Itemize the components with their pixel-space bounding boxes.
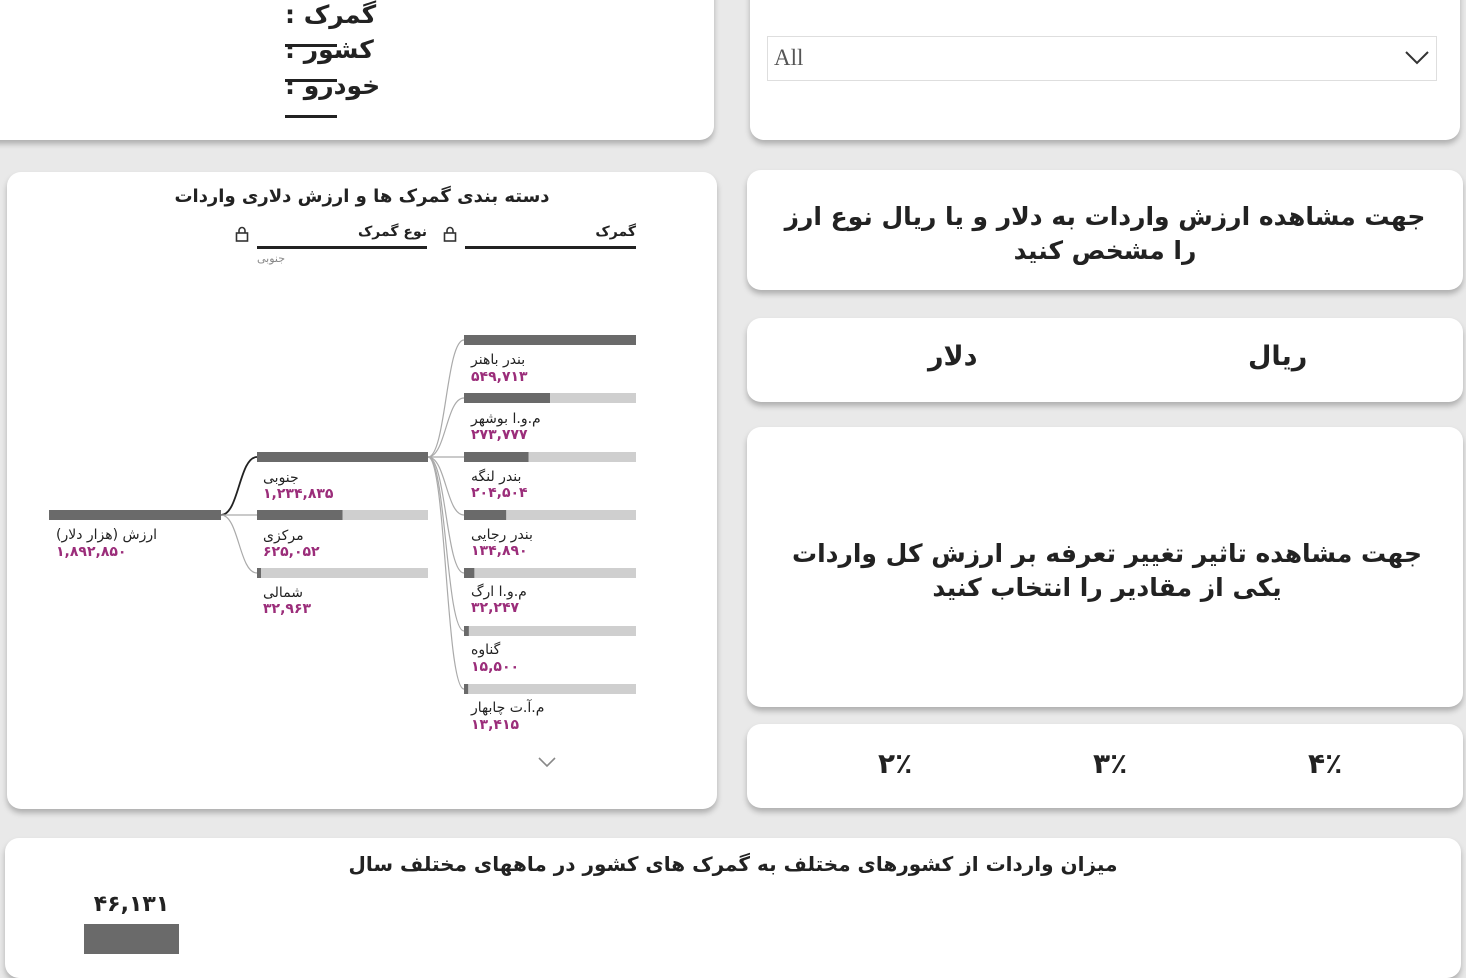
tree-connector (221, 515, 257, 573)
currency-prompt-text: جهت مشاهده ارزش واردات به دلار و یا ریال نوع ارز را مشخص کنید (784, 202, 1426, 265)
tree-node-l2-value: ۱۳,۴۱۵ (471, 717, 520, 733)
tree-node-l1-value: ۱,۲۳۴,۸۳۵ (263, 486, 334, 502)
dollar-button[interactable]: دلار (922, 340, 984, 373)
tree-node-l2-value: ۵۴۹,۷۱۳ (471, 369, 528, 385)
chevron-down-icon[interactable] (537, 754, 557, 773)
tree-node-l2-label: گناوه (471, 642, 501, 658)
tree-connector (428, 457, 464, 631)
monthly-bar[interactable] (84, 924, 179, 954)
tree-bar-l1-track (257, 568, 428, 578)
filter-vehicle-value (285, 115, 337, 118)
tree-node-l2-value: ۲۷۳,۷۷۷ (471, 427, 528, 443)
tree-bar-l2-track (464, 626, 636, 636)
slicer-dropdown[interactable] (767, 36, 1437, 81)
currency-buttons-card (747, 318, 1463, 402)
tariff-3-button[interactable]: ۳٪ (1087, 746, 1133, 781)
slicer-selected-value: All (774, 45, 804, 70)
filter-customs-label: گمرک : (285, 0, 377, 29)
tree-bar-l1[interactable] (257, 568, 261, 578)
monthly-imports-card (5, 838, 1461, 978)
tree-bar-l2[interactable] (464, 452, 529, 462)
tree-connector (428, 398, 464, 457)
currency-prompt-card (747, 170, 1463, 290)
tariff-4-button[interactable]: ۴٪ (1302, 746, 1348, 781)
tree-bar-l1[interactable] (257, 452, 428, 462)
tree-header-customs-label: گمرک (595, 224, 636, 240)
tariff-prompt-card (747, 427, 1463, 707)
tree-bar-l2[interactable] (464, 335, 636, 345)
tree-bar-l2-track (464, 684, 636, 694)
monthly-chart-title: میزان واردات از کشورهای مختلف به گمرک های کشور در ماههای مختلف سال (348, 852, 1118, 876)
tree-node-l1-label: جنوبی (263, 470, 299, 486)
tariff-2-button[interactable]: ۲٪ (872, 746, 918, 781)
tree-node-l2-value: ۱۵,۵۰۰ (471, 659, 520, 675)
tariff-buttons-card (747, 724, 1463, 808)
filter-vehicle (285, 71, 435, 129)
slicer-card (750, 0, 1460, 140)
tree-bar-l1[interactable] (257, 510, 343, 520)
filter-vehicle-label: خودرو : (285, 71, 381, 100)
chevron-down-icon[interactable] (1404, 47, 1430, 71)
tree-connector (428, 457, 464, 689)
tree-node-l1-label: مرکزی (263, 528, 304, 544)
tree-node-l1-value: ۳۲,۹۶۳ (263, 601, 312, 617)
tree-node-root-value: ۱,۸۹۲,۸۵۰ (56, 544, 127, 560)
tariff-prompt-text: جهت مشاهده تاثیر تغییر تعرفه بر ارزش کل واردات یکی از مقادیر را انتخاب کنید (791, 539, 1423, 602)
tree-node-l2-label: م.و.ا بوشهر (471, 411, 541, 427)
tree-connector (221, 457, 257, 515)
tree-bar-l2[interactable] (464, 510, 506, 520)
tree-node-l2-label: م.آ.ت چابهار (471, 700, 545, 716)
decomposition-tree-card (7, 172, 717, 809)
tree-node-l2-value: ۳۲,۲۴۷ (471, 600, 520, 616)
tree-bar-l2[interactable] (464, 568, 474, 578)
tree-connectors (7, 172, 717, 809)
tree-filter-note: جنوبی (257, 252, 286, 265)
tree-node-l2-value: ۲۰۴,۵۰۴ (471, 485, 528, 501)
tree-node-l2-label: بندر رجایی (471, 527, 533, 543)
tree-title: دسته بندی گمرک ها و ارزش دلاری واردات (174, 186, 550, 207)
rial-button[interactable]: ریال (1242, 340, 1313, 373)
tree-bar-l2[interactable] (464, 393, 550, 403)
tree-header-customs-type-label: نوع گمرک (357, 224, 427, 240)
tree-bar-l2-track (464, 568, 636, 578)
tree-bar-l2[interactable] (464, 626, 469, 636)
tree-connector (428, 457, 464, 573)
tree-node-l2-label: بندر باهنر (471, 352, 526, 368)
monthly-bar-label: ۴۶,۱۳۱ (93, 892, 170, 917)
tree-connector (428, 340, 464, 457)
tree-node-l1-value: ۶۲۵,۰۵۲ (263, 544, 320, 560)
filter-summary-card (0, 0, 714, 140)
tree-node-l2-label: م.و.ا ارگ (471, 584, 527, 600)
tree-node-l2-label: بندر لنگه (471, 469, 522, 485)
tree-node-root-label: ارزش (هزار دلار) (56, 527, 158, 543)
filter-country-label: کشور : (285, 35, 374, 64)
tree-bar-root[interactable] (49, 510, 221, 520)
tree-node-l2-value: ۱۳۴,۸۹۰ (471, 543, 528, 559)
tree-bar-l2[interactable] (464, 684, 468, 694)
tree-node-l1-label: شمالی (263, 585, 304, 601)
